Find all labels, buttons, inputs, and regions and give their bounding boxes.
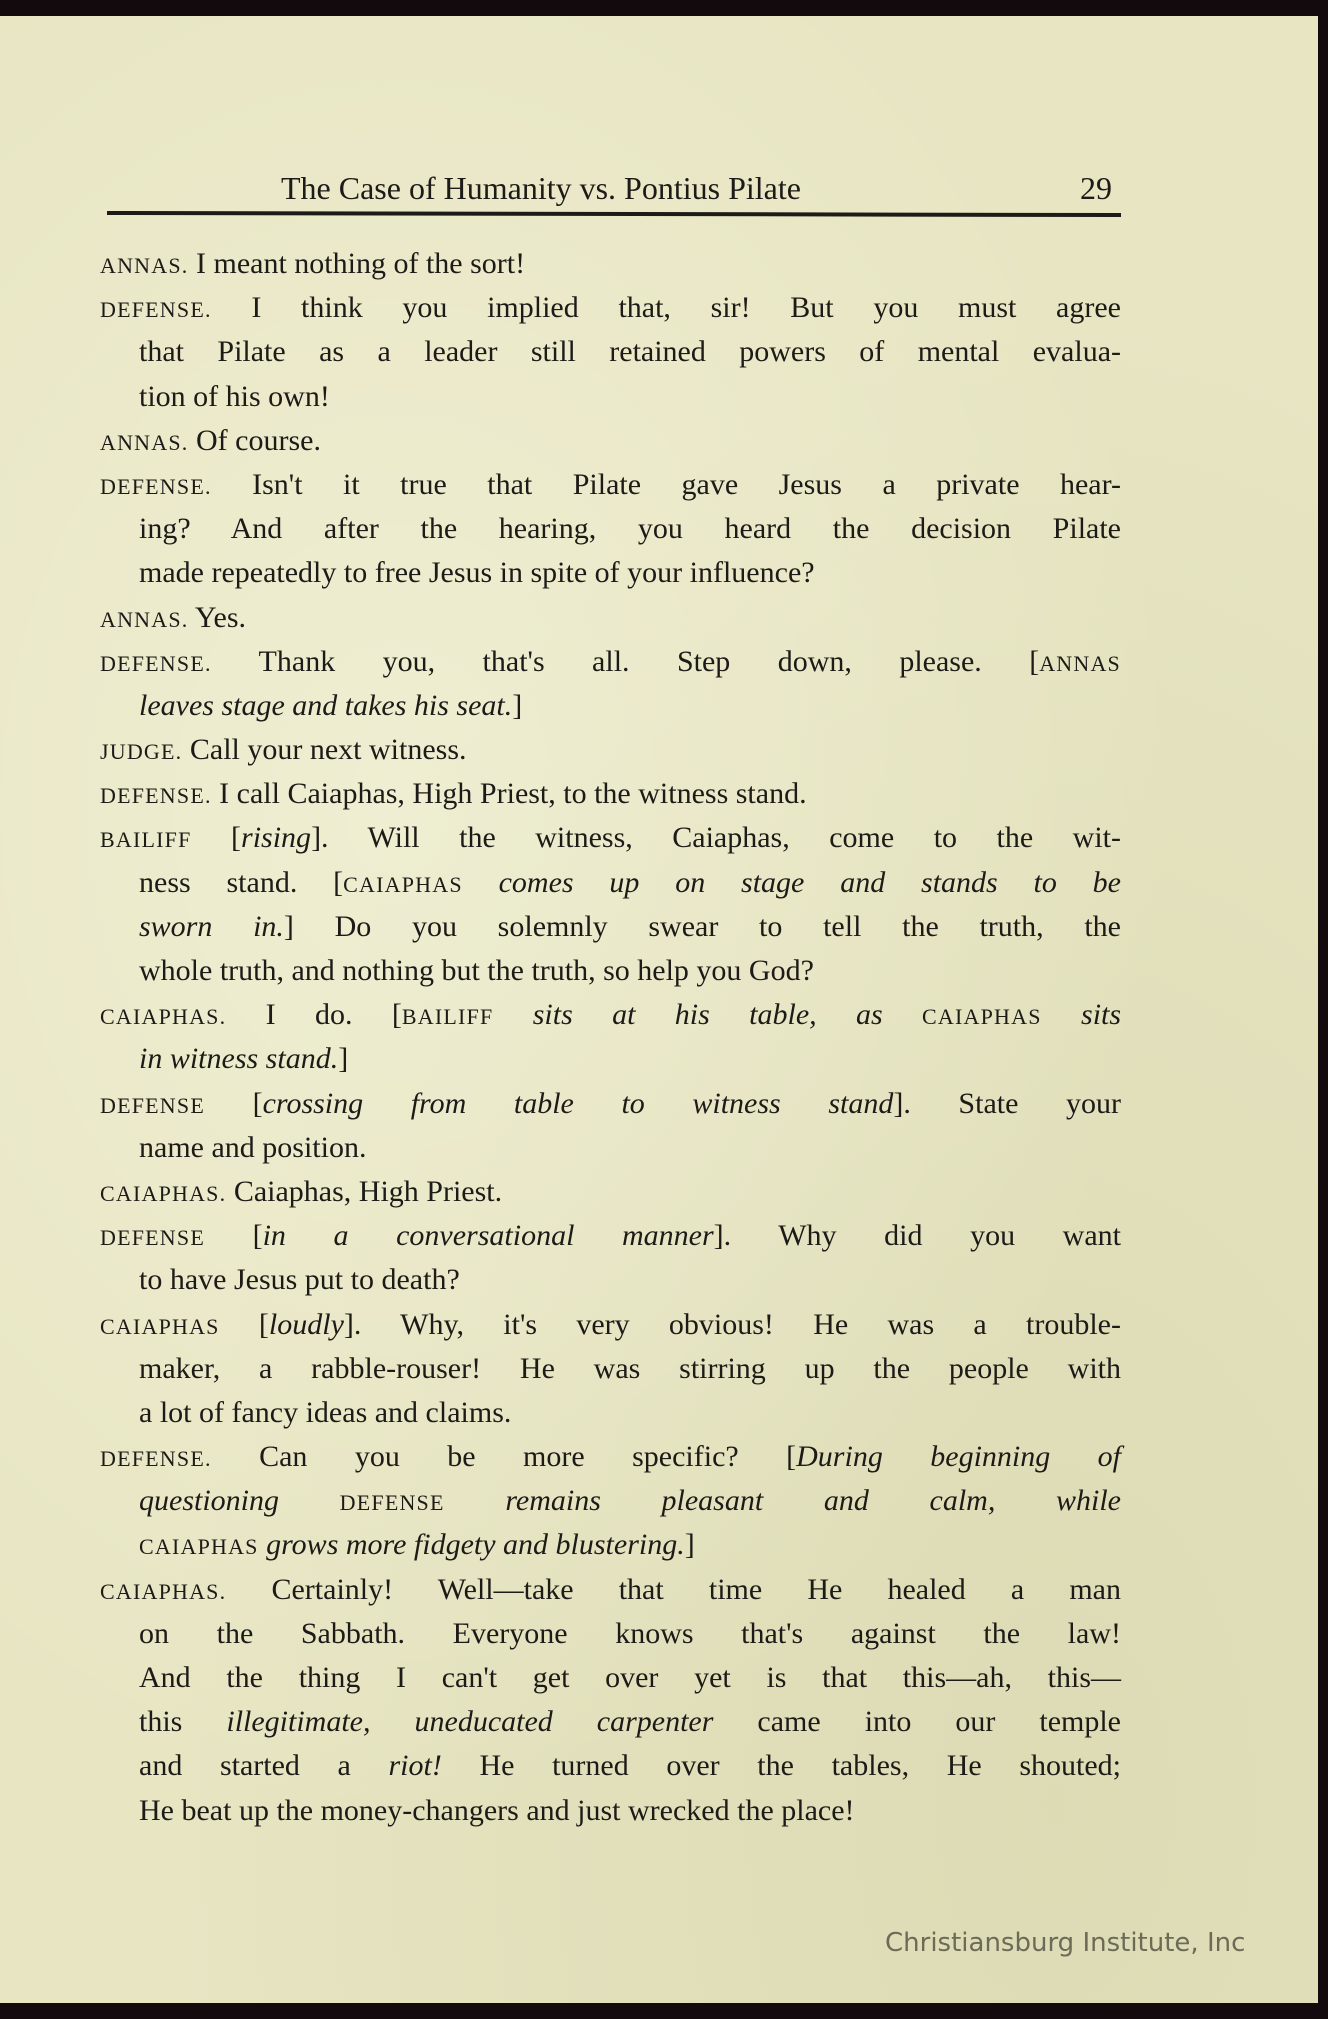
dialogue-text: Call your next witness. — [182, 733, 467, 767]
dialogue-text: came into our temple — [713, 1705, 1121, 1739]
text-line — [100, 861, 1121, 905]
dialogue-text: ness stand. [ — [139, 865, 344, 899]
dialogue-text: to have Jesus put to death? — [139, 1263, 460, 1297]
text-line — [100, 375, 1121, 419]
stage-direction: sworn in. — [139, 909, 284, 943]
speaker-name: CAIAPHAS. — [100, 1004, 227, 1030]
stage-direction: rising — [241, 821, 312, 855]
text-line — [100, 816, 1121, 860]
dialogue-text: I do. [ — [226, 998, 402, 1032]
speaker-name: CAIAPHAS — [139, 1534, 259, 1560]
dialogue-text: ]. State your — [893, 1086, 1121, 1120]
dialogue-text: that Pilate as a leader still retained powers of mental evalua- — [139, 335, 1121, 369]
speaker-name: DEFENSE. — [100, 473, 212, 499]
text-line — [100, 1744, 1121, 1788]
speaker-name: JUDGE. — [100, 739, 183, 765]
dialogue-text — [1042, 998, 1081, 1031]
text-line — [100, 1479, 1121, 1523]
watermark: Christiansburg Institute, Inc — [885, 1928, 1246, 1958]
text-line — [100, 1214, 1121, 1258]
dialogue-text — [259, 1528, 267, 1561]
speaker-name: ANNAS. — [100, 253, 189, 278]
text-line — [100, 1700, 1121, 1744]
dialogue-text: made repeatedly to free Jesus in spite of your influence? — [139, 556, 815, 590]
stage-direction: comes up on stage and stands to be — [498, 865, 1121, 899]
dialogue-text: And the thing I can't get over yet is that this—ah, this— — [139, 1661, 1121, 1694]
speaker-name: BAILIFF — [401, 1004, 494, 1030]
speaker-name: BAILIFF — [100, 827, 192, 853]
text-line — [100, 1391, 1121, 1435]
stage-direction: grows more fidgety and blustering. — [266, 1528, 685, 1562]
dialogue-text: Of course. — [188, 423, 321, 457]
running-head-title: The Case of Humanity vs. Pontius Pilate — [281, 170, 801, 206]
dialogue-text: I meant nothing of the sort! — [188, 247, 526, 280]
stage-direction: sits — [1081, 998, 1122, 1032]
stage-direction: crossing from table to witness stand — [262, 1086, 894, 1120]
header-rule — [107, 211, 1121, 217]
text-line — [100, 507, 1121, 551]
dialogue-text — [445, 1484, 506, 1517]
dialogue-text: Can you be more specific? [ — [211, 1440, 797, 1474]
dialogue-text: [ — [191, 821, 242, 855]
dialogue-text: ]. Why, it's very obvious! He was a trouble- — [343, 1307, 1121, 1341]
dialogue-text: He turned over the tables, He shouted; — [441, 1749, 1121, 1783]
stage-direction: During beginning of — [796, 1440, 1121, 1474]
dialogue-text: this — [139, 1705, 227, 1739]
dialogue-text: Certainly! Well—take that time He healed a man — [226, 1572, 1121, 1606]
speaker-name: DEFENSE. — [100, 650, 212, 676]
speaker-name: DEFENSE. — [100, 297, 212, 323]
speaker-name: DEFENSE — [100, 1225, 205, 1251]
text-line — [100, 1523, 1121, 1567]
text-line — [100, 1258, 1121, 1302]
text-line — [100, 905, 1121, 949]
dialogue-text: [ — [204, 1086, 263, 1120]
text-line — [100, 1789, 1121, 1833]
dialogue-text: a lot of fancy ideas and claims. — [139, 1395, 512, 1429]
dialogue-text: ing? And after the hearing, you heard the decision Pilate — [139, 512, 1121, 546]
dialogue-text — [493, 998, 532, 1031]
dialogue-text: ] — [684, 1528, 695, 1562]
text-line — [100, 1612, 1121, 1656]
text-line — [100, 1656, 1121, 1700]
speaker-name: DEFENSE. — [100, 783, 212, 809]
stage-direction: loudly — [268, 1307, 344, 1341]
dialogue-text: tion of his own! — [139, 379, 330, 413]
text-line — [100, 772, 1121, 816]
text-line — [100, 1037, 1121, 1081]
speaker-name: CAIAPHAS. — [100, 1180, 227, 1206]
speaker-name: CAIAPHAS — [343, 871, 463, 897]
speaker-name: CAIAPHAS. — [100, 1578, 227, 1604]
text-line — [100, 640, 1121, 684]
text-line — [100, 684, 1121, 728]
text-line — [100, 330, 1121, 374]
stage-direction: questioning — [139, 1484, 279, 1518]
play-text — [100, 242, 1121, 1833]
dialogue-text: ] — [512, 688, 523, 722]
book-page — [0, 16, 1318, 2003]
stage-direction: sits at his table, as — [532, 998, 883, 1032]
dialogue-text: ]. Will the witness, Caiaphas, come to the wit- — [311, 821, 1121, 855]
text-line — [100, 463, 1121, 507]
dialogue-text: Yes. — [188, 600, 247, 634]
text-line — [100, 949, 1121, 993]
text-line — [100, 1303, 1121, 1347]
text-line — [100, 1435, 1121, 1479]
text-line — [100, 1568, 1121, 1612]
speaker-name: ANNAS. — [100, 606, 189, 632]
dialogue-text — [279, 1484, 340, 1517]
dialogue-text: Caiaphas, High Priest. — [226, 1174, 503, 1208]
text-line — [100, 419, 1121, 463]
speaker-name: DEFENSE — [100, 1092, 205, 1118]
text-line — [100, 728, 1121, 772]
speaker-name: DEFENSE — [339, 1490, 445, 1516]
speaker-name: CAIAPHAS — [100, 1313, 220, 1339]
dialogue-text: [ — [204, 1219, 263, 1253]
text-line — [100, 1170, 1121, 1214]
dialogue-text: ] — [338, 1042, 349, 1076]
dialogue-text: He beat up the money-changers and just wrecked the place! — [139, 1793, 855, 1827]
dialogue-text — [463, 866, 499, 899]
dialogue-text: [ — [219, 1307, 269, 1341]
speaker-name: ANNAS — [1039, 650, 1121, 676]
dialogue-text — [883, 998, 922, 1031]
dialogue-text: ] Do you solemnly swear to tell the truth, the — [283, 909, 1121, 943]
text-line — [100, 286, 1121, 330]
speaker-name: DEFENSE. — [100, 1446, 212, 1472]
dialogue-text: Thank you, that's all. Step down, please. [ — [211, 644, 1040, 678]
text-line — [100, 596, 1121, 640]
text-line — [100, 1347, 1121, 1391]
dialogue-text: whole truth, and nothing but the truth, so help you God? — [139, 954, 814, 987]
text-line — [100, 1082, 1121, 1126]
dialogue-text: on the Sabbath. Everyone knows that's against the law! — [139, 1616, 1121, 1650]
dialogue-text: maker, a rabble-rouser! He was stirring up the people with — [139, 1351, 1121, 1385]
text-line — [100, 551, 1121, 595]
stage-direction: remains pleasant and calm, while — [505, 1484, 1122, 1518]
dialogue-text: Isn't it true that Pilate gave Jesus a private hear- — [211, 467, 1121, 501]
text-line — [100, 993, 1121, 1037]
dialogue-text: name and position. — [139, 1130, 367, 1164]
stage-direction: in witness stand. — [139, 1042, 339, 1076]
dialogue-text: ]. Why did you want — [713, 1219, 1121, 1253]
dialogue-text: I think you implied that, sir! But you must agree — [211, 291, 1121, 325]
text-line — [100, 242, 1121, 286]
speaker-name: ANNAS. — [100, 429, 189, 455]
stage-direction: in a conversational manner — [262, 1219, 714, 1253]
dialogue-text: and started a — [139, 1749, 389, 1783]
text-line — [100, 1126, 1121, 1170]
stage-direction: riot! — [388, 1749, 442, 1783]
dialogue-text: I call Caiaphas, High Priest, to the witness stand. — [211, 777, 807, 811]
page-number: 29 — [1080, 170, 1112, 206]
stage-direction: leaves stage and takes his seat. — [139, 688, 513, 722]
speaker-name: CAIAPHAS — [922, 1004, 1042, 1030]
stage-direction: illegitimate, uneducated carpenter — [226, 1705, 714, 1739]
